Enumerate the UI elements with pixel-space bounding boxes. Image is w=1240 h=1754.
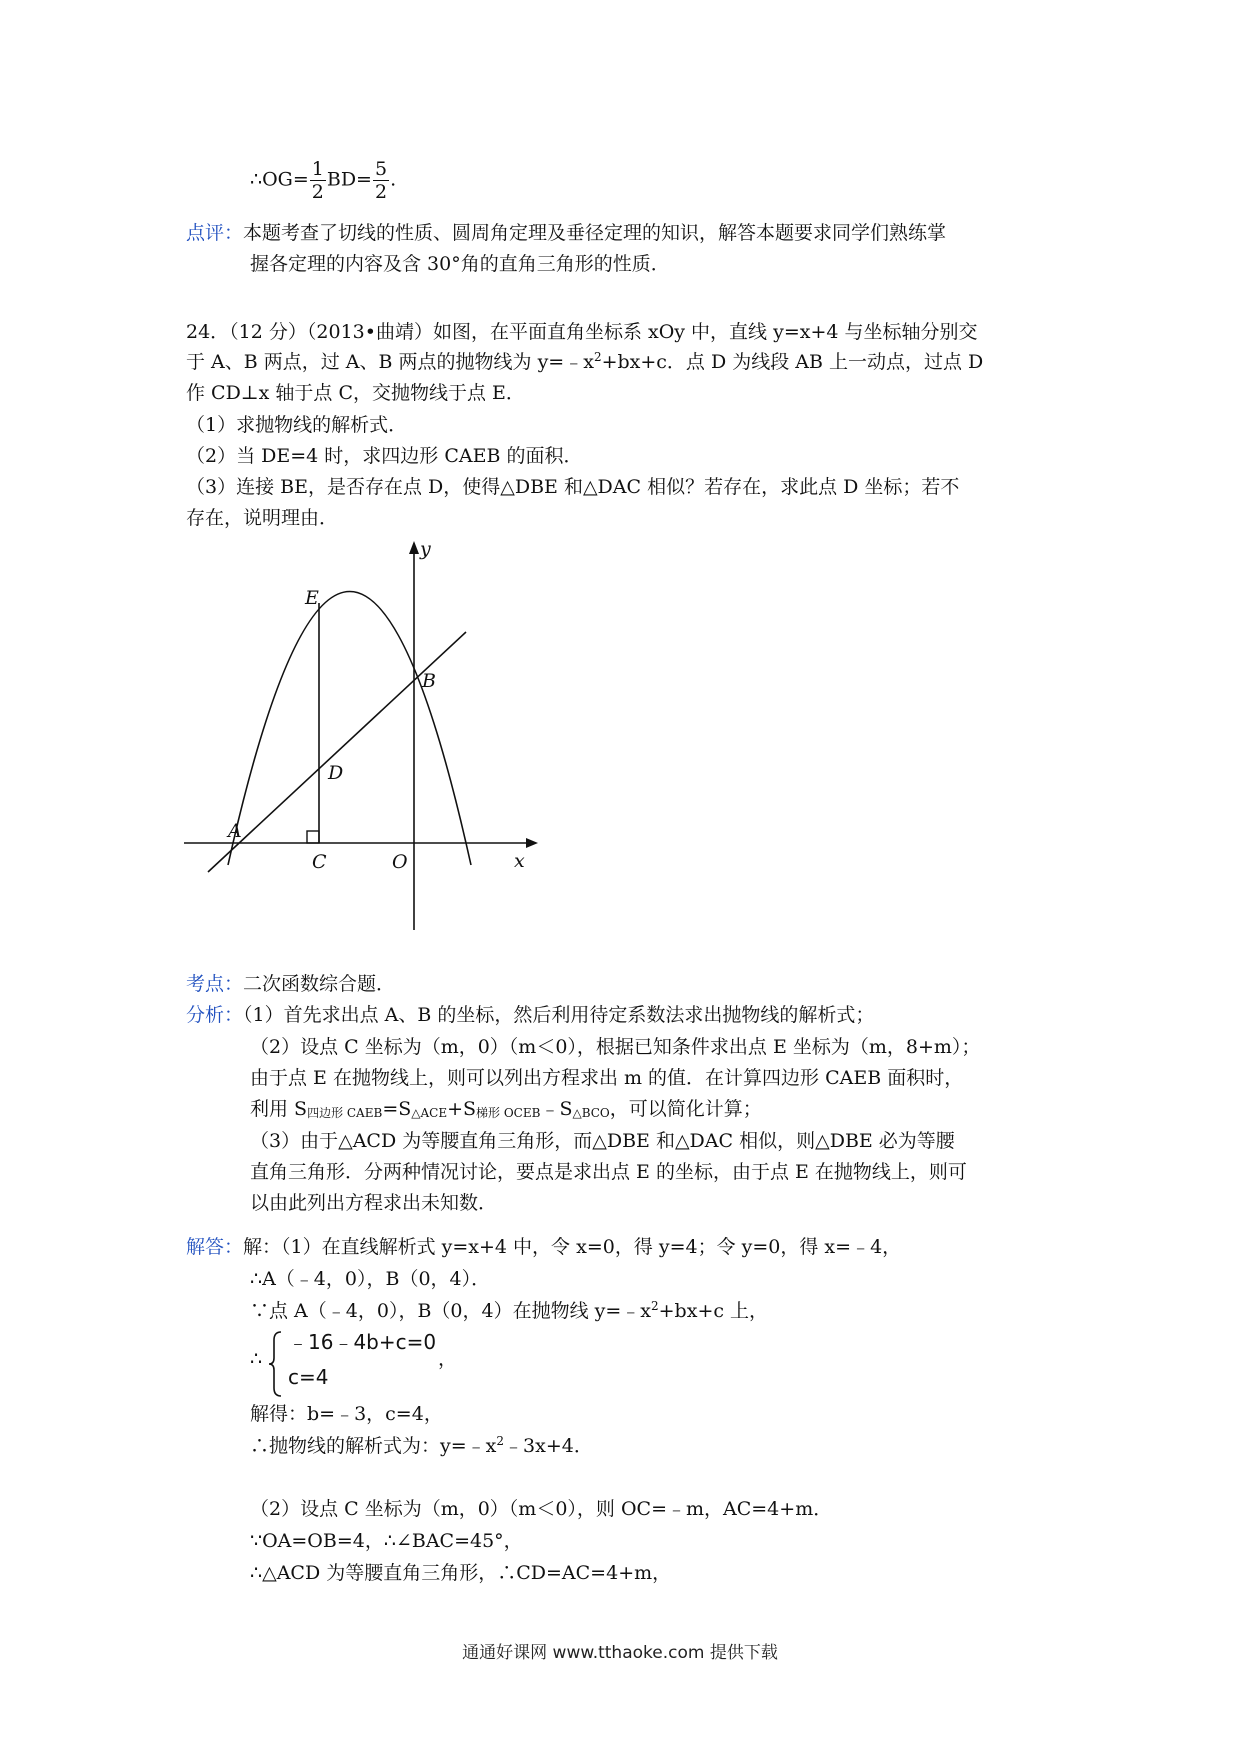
kaodian-label: 考点： xyxy=(186,973,244,995)
part2-line-1: （2）设点 C 坐标为（m，0）（m＜0），则 OC=﹣m，AC=4+m． xyxy=(250,1498,833,1520)
comment-label: 点评： xyxy=(186,222,244,244)
comment-line-1 xyxy=(186,220,946,246)
left-brace xyxy=(268,1330,284,1398)
solution-line-5-a: ∴抛物线的解析式为：y=﹣x xyxy=(250,1435,497,1457)
fraction-numerator: 5 xyxy=(374,158,388,180)
comment-text-1: 本题考查了切线的性质、圆周角定理及垂径定理的知识，解答本题要求同学们熟练掌 xyxy=(243,222,947,244)
subscript-caeb: 四边形 CAEB xyxy=(307,1106,383,1120)
fraction-half xyxy=(310,158,326,203)
solution-line-2: ∴A（﹣4，0），B（0，4）． xyxy=(250,1268,491,1290)
fenxi-line-2: （2）设点 C 坐标为（m，0）（m＜0），根据已知条件求出点 E 坐标为（m，8+m）； xyxy=(250,1036,981,1058)
y-axis-arrow xyxy=(409,541,419,554)
parabola-left-tail xyxy=(228,843,233,865)
solution-line-4: 解得：b=﹣3，c=4， xyxy=(250,1403,443,1425)
fenxi-line-4 xyxy=(250,1096,762,1122)
area-text-d: ﹣S xyxy=(540,1098,573,1120)
fraction-denominator: 2 xyxy=(374,181,388,203)
solution-label: 解答： xyxy=(186,1236,244,1258)
problem-line-2-b: +bx+c．点 D 为线段 AB 上一动点，过点 D xyxy=(601,351,984,373)
fenxi-line-6: 直角三角形．分两种情况讨论，要点是求出点 E 的坐标，由于点 E 在抛物线上，则可 xyxy=(250,1161,967,1183)
fenxi-line-3: 由于点 E 在抛物线上，则可以列出方程求出 m 的值．在计算四边形 CAEB 面积时， xyxy=(250,1067,964,1089)
question-3-line-2: 存在，说明理由． xyxy=(186,507,339,529)
exponent: 2 xyxy=(651,1299,659,1313)
problem-line-1: 24．（12 分）（2013•曲靖）如图，在平面直角坐标系 xOy 中，直线 y=x+4 与坐标轴分别交 xyxy=(186,321,978,343)
problem-line-2 xyxy=(186,349,983,375)
kaodian-line xyxy=(186,971,395,997)
problem-line-3: 作 CD⊥x 轴于点 C，交抛物线于点 E． xyxy=(186,382,525,404)
fraction-five-halves xyxy=(373,158,389,203)
label-c: C xyxy=(312,851,327,873)
solution-line-5-b: ﹣3x+4． xyxy=(504,1435,593,1457)
comment-line-2: 握各定理的内容及含 30°角的直角三角形的性质． xyxy=(250,253,670,275)
exponent: 2 xyxy=(496,1434,505,1448)
subscript-oceb: 梯形 OCEB xyxy=(476,1106,541,1120)
solution-line-3-a: ∵点 A（﹣4，0），B（0，4）在抛物线 y=﹣x xyxy=(250,1300,651,1322)
system-prefix: ∴ xyxy=(250,1348,263,1370)
og-prefix: ∴OG= xyxy=(250,168,309,191)
right-angle-marker xyxy=(307,831,319,843)
system-equation-1: ﹣16﹣4b+c=0 xyxy=(288,1330,437,1354)
og-equation xyxy=(250,158,396,203)
label-e: E xyxy=(305,587,319,609)
question-1: （1）求抛物线的解析式． xyxy=(186,414,408,436)
parabola-line-figure xyxy=(184,535,544,935)
area-text-a: 利用 S xyxy=(250,1098,308,1120)
system-suffix: ， xyxy=(438,1348,458,1370)
fraction-denominator: 2 xyxy=(311,181,324,203)
kaodian-text: 二次函数综合题． xyxy=(243,973,396,995)
solution-line-3 xyxy=(250,1298,768,1324)
exponent: 2 xyxy=(593,350,602,364)
subscript-bco: △BCO xyxy=(572,1106,610,1120)
page-footer: 通通好课网 www.tthaoke.com 提供下载 xyxy=(462,1643,778,1663)
label-b: B xyxy=(422,670,436,692)
label-a: A xyxy=(228,820,242,842)
area-text-b: =S xyxy=(382,1098,412,1120)
fraction-numerator: 1 xyxy=(311,158,324,180)
bd-text: BD= xyxy=(326,168,372,191)
label-x: x xyxy=(514,850,525,872)
label-y: y xyxy=(420,538,431,560)
question-2: （2）当 DE=4 时，求四边形 CAEB 的面积． xyxy=(186,445,583,467)
system-equation-2: c=4 xyxy=(288,1365,329,1389)
solution-line-3-b: +bx+c 上， xyxy=(658,1300,769,1322)
question-3-line-1: （3）连接 BE，是否存在点 D，使得△DBE 和△DAC 相似？若存在，求此点 D 坐标；若不 xyxy=(186,476,960,498)
label-d: D xyxy=(328,762,344,784)
subscript-ace: △ACE xyxy=(411,1106,448,1120)
area-text-e: ，可以简化计算； xyxy=(609,1098,762,1120)
problem-line-2-a: 于 A、B 两点，过 A、B 两点的抛物线为 y=﹣x xyxy=(186,351,594,373)
label-o: O xyxy=(392,851,408,873)
fenxi-label: 分析： xyxy=(186,1004,244,1026)
fenxi-line-5: （3）由于△ACD 为等腰直角三角形，而△DBE 和△DAC 相似，则△DBE 必为等腰 xyxy=(250,1130,955,1152)
fenxi-line-1 xyxy=(186,1002,874,1028)
equation-end: . xyxy=(390,168,397,191)
area-text-c: +S xyxy=(447,1098,477,1120)
part2-line-2: ∵OA=OB=4，∴∠BAC=45°， xyxy=(250,1530,523,1552)
solution-line-1 xyxy=(186,1234,901,1260)
part2-line-3: ∴△ACD 为等腰直角三角形，∴CD=AC=4+m， xyxy=(250,1562,672,1584)
solution-line-5 xyxy=(250,1433,593,1459)
parabola-curve xyxy=(233,592,471,866)
line-ab xyxy=(208,632,466,872)
fenxi-line-7: 以由此列出方程求出未知数． xyxy=(250,1192,498,1214)
x-axis-arrow xyxy=(526,838,538,848)
solution-text-1: 解：（1）在直线解析式 y=x+4 中，令 x=0，得 y=4；令 y=0，得 x=﹣4， xyxy=(243,1236,902,1258)
fenxi-text-1: （1）首先求出点 A、B 的坐标，然后利用待定系数法求出抛物线的解析式； xyxy=(243,1004,875,1026)
